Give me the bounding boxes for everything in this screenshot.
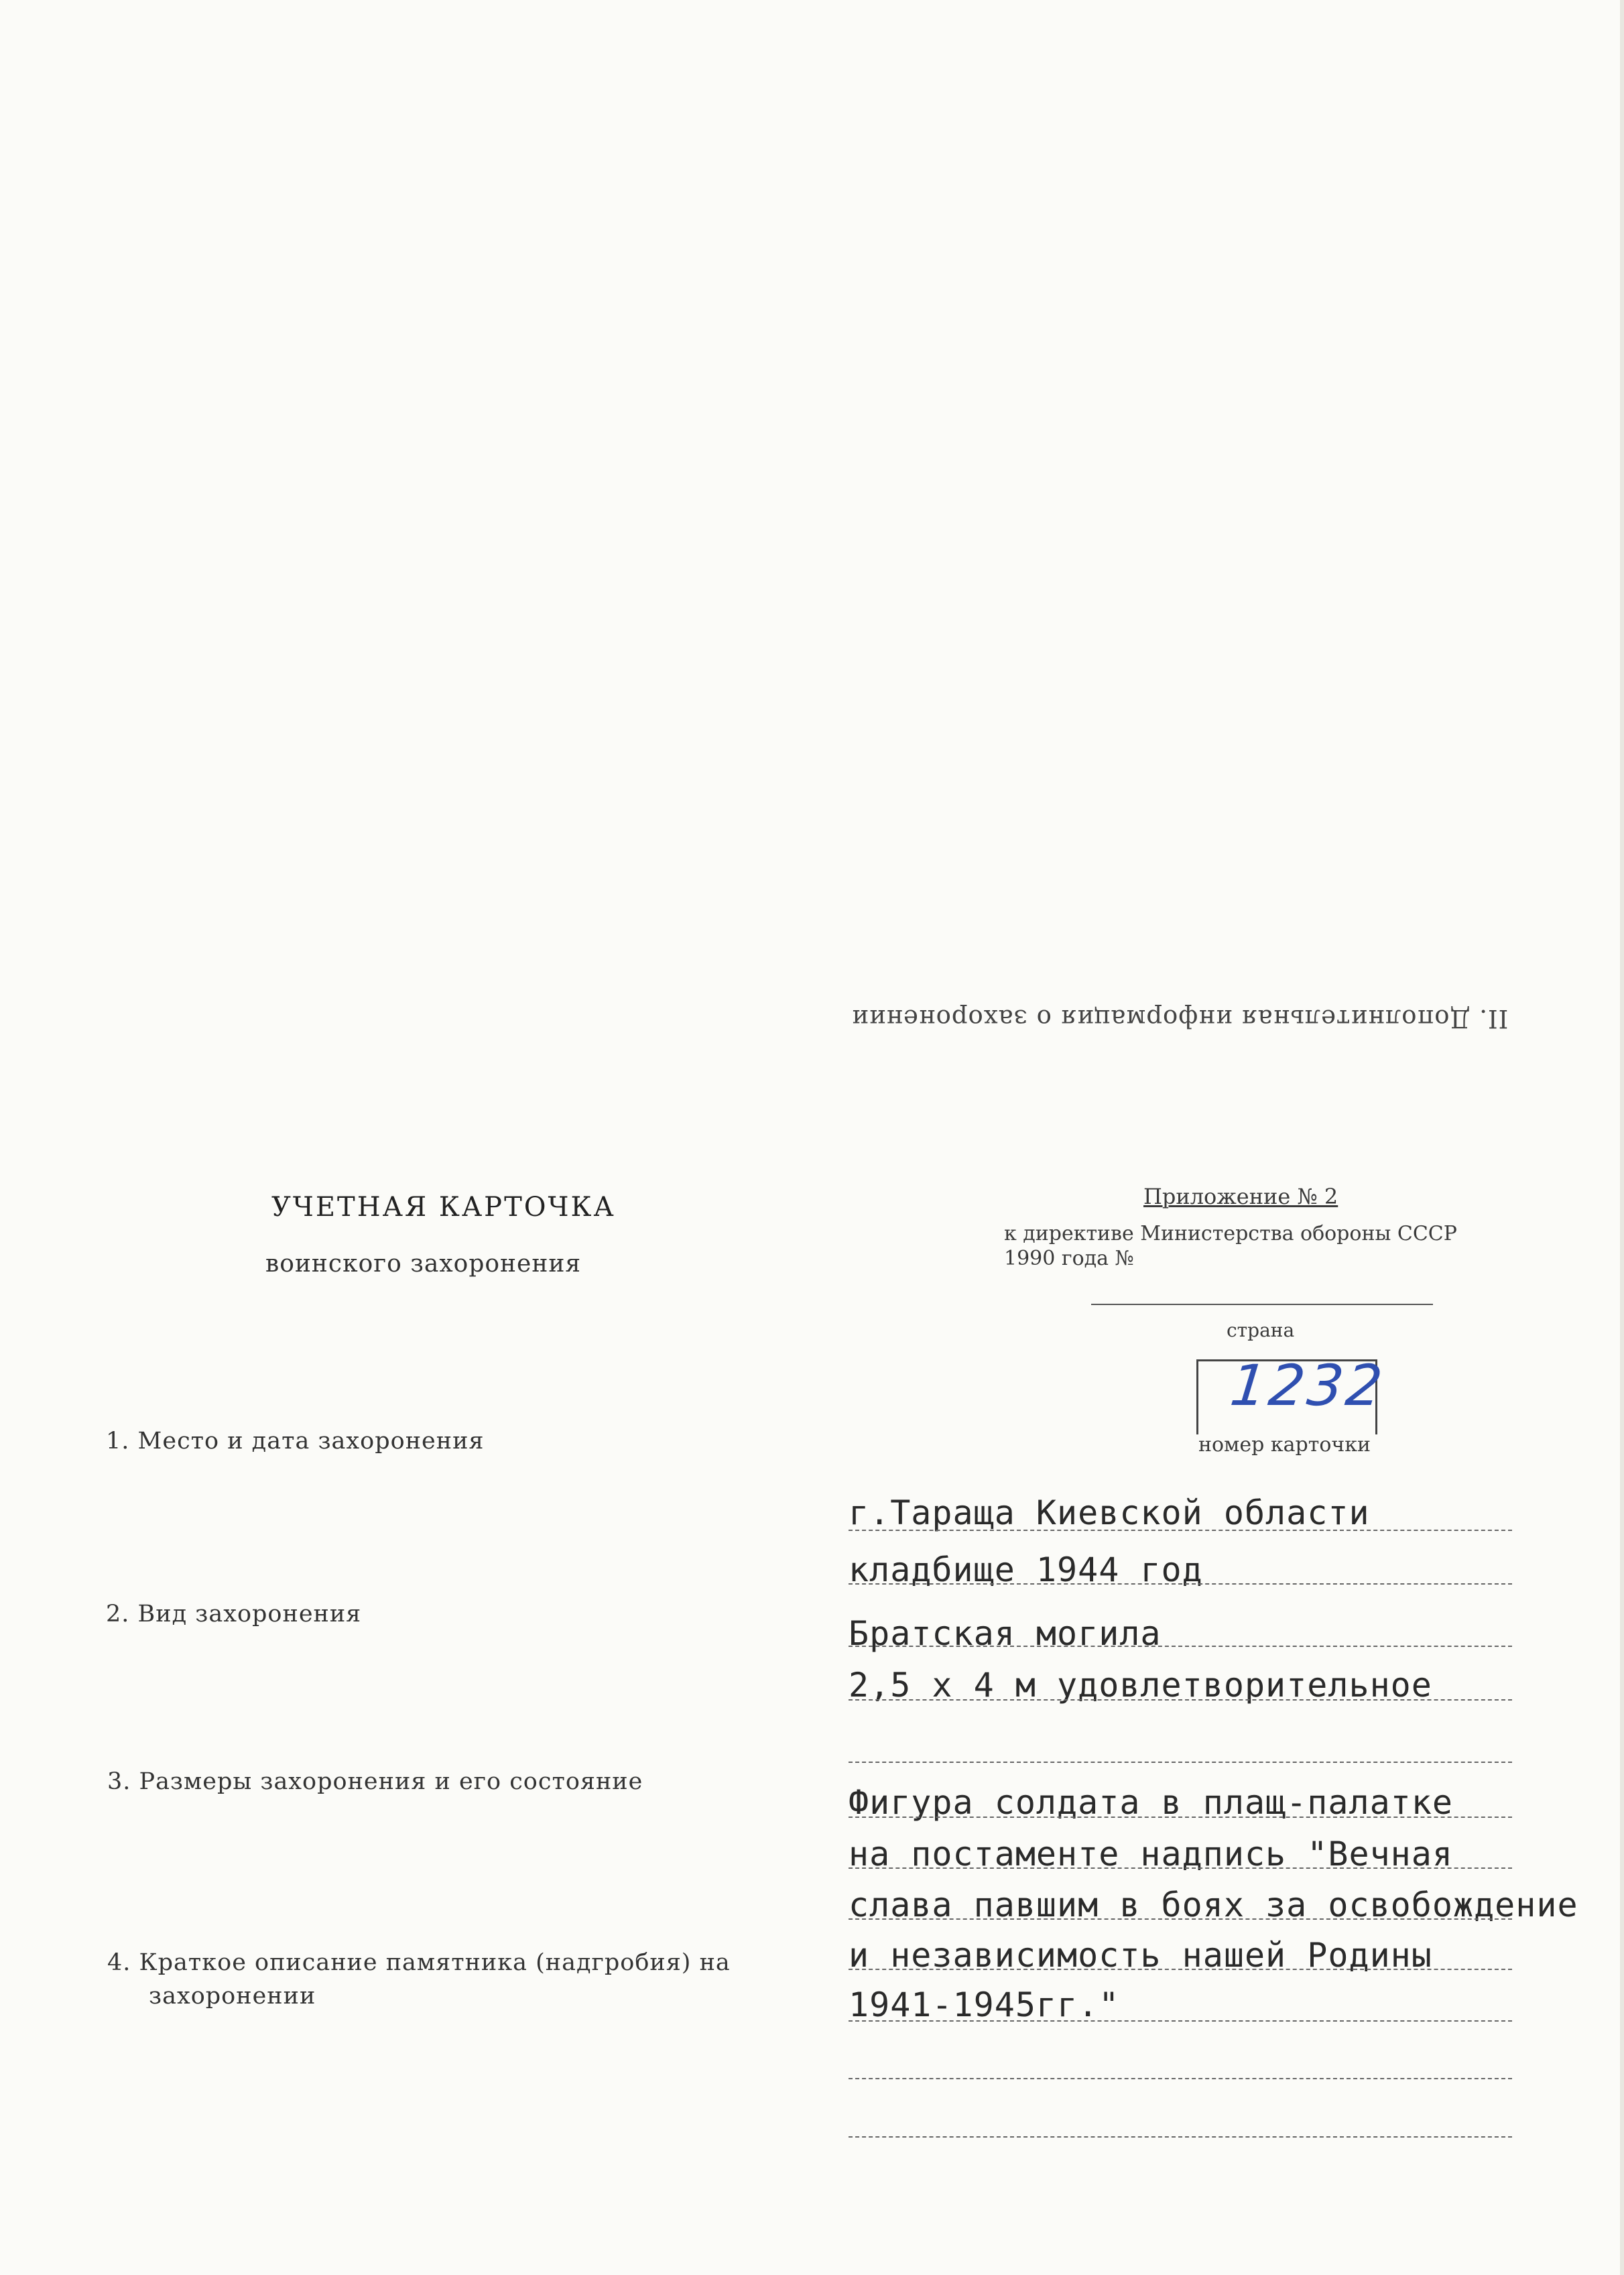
fill-line — [849, 1646, 1512, 1647]
appendix-title: Приложение № 2 — [1143, 1184, 1338, 1209]
card-number-label: номер карточки — [1198, 1433, 1371, 1457]
upside-down-heading: II. Дополнительная информация о захоронении — [851, 1004, 1509, 1033]
answer-line: Фигура солдата в плащ-палатке — [849, 1783, 1453, 1822]
answer-line: Братская могила — [849, 1614, 1162, 1653]
question-1: 1. Место и дата захоронения — [106, 1428, 485, 1455]
country-label: страна — [1227, 1319, 1295, 1341]
answer-line: слава павшим в боях за освобождение — [849, 1886, 1578, 1924]
answer-line: кладбище 1944 год — [849, 1550, 1203, 1589]
appendix-line-2: 1990 года № — [1004, 1247, 1134, 1270]
fill-line — [849, 1762, 1512, 1763]
card-title: УЧЕТНАЯ КАРТОЧКА — [271, 1192, 616, 1223]
fill-line — [849, 1699, 1512, 1701]
country-field-line — [1091, 1304, 1433, 1305]
fill-line — [849, 1583, 1512, 1585]
answer-line: г.Тараща Киевской области — [849, 1493, 1370, 1532]
fill-line — [849, 1918, 1512, 1920]
question-2: 2. Вид захоронения — [106, 1601, 362, 1627]
card-number: 1232 — [1227, 1353, 1388, 1418]
fill-line — [849, 1969, 1512, 1970]
question-4: 4. Краткое описание памятника (надгробия) на — [107, 1949, 731, 1976]
fill-line — [849, 1530, 1512, 1531]
fill-line — [849, 2078, 1512, 2079]
fill-line — [849, 1817, 1512, 1818]
answer-line: и независимость нашей Родины — [849, 1936, 1432, 1975]
question-3: 3. Размеры захоронения и его состояние — [107, 1768, 643, 1795]
answer-line: 2,5 х 4 м удовлетворительное — [849, 1666, 1432, 1705]
appendix-line-1: к директиве Министерства обороны СССР — [1004, 1222, 1457, 1245]
card-subtitle: воинского захоронения — [265, 1250, 582, 1278]
fill-line — [849, 1867, 1512, 1869]
fill-line — [849, 2020, 1512, 2022]
fill-line — [849, 2136, 1512, 2138]
answer-line: 1941-1945гг." — [849, 1985, 1120, 2024]
question-4-continued: захоронении — [149, 1983, 316, 2010]
answer-line: на постаменте надпись "Вечная — [849, 1835, 1453, 1873]
